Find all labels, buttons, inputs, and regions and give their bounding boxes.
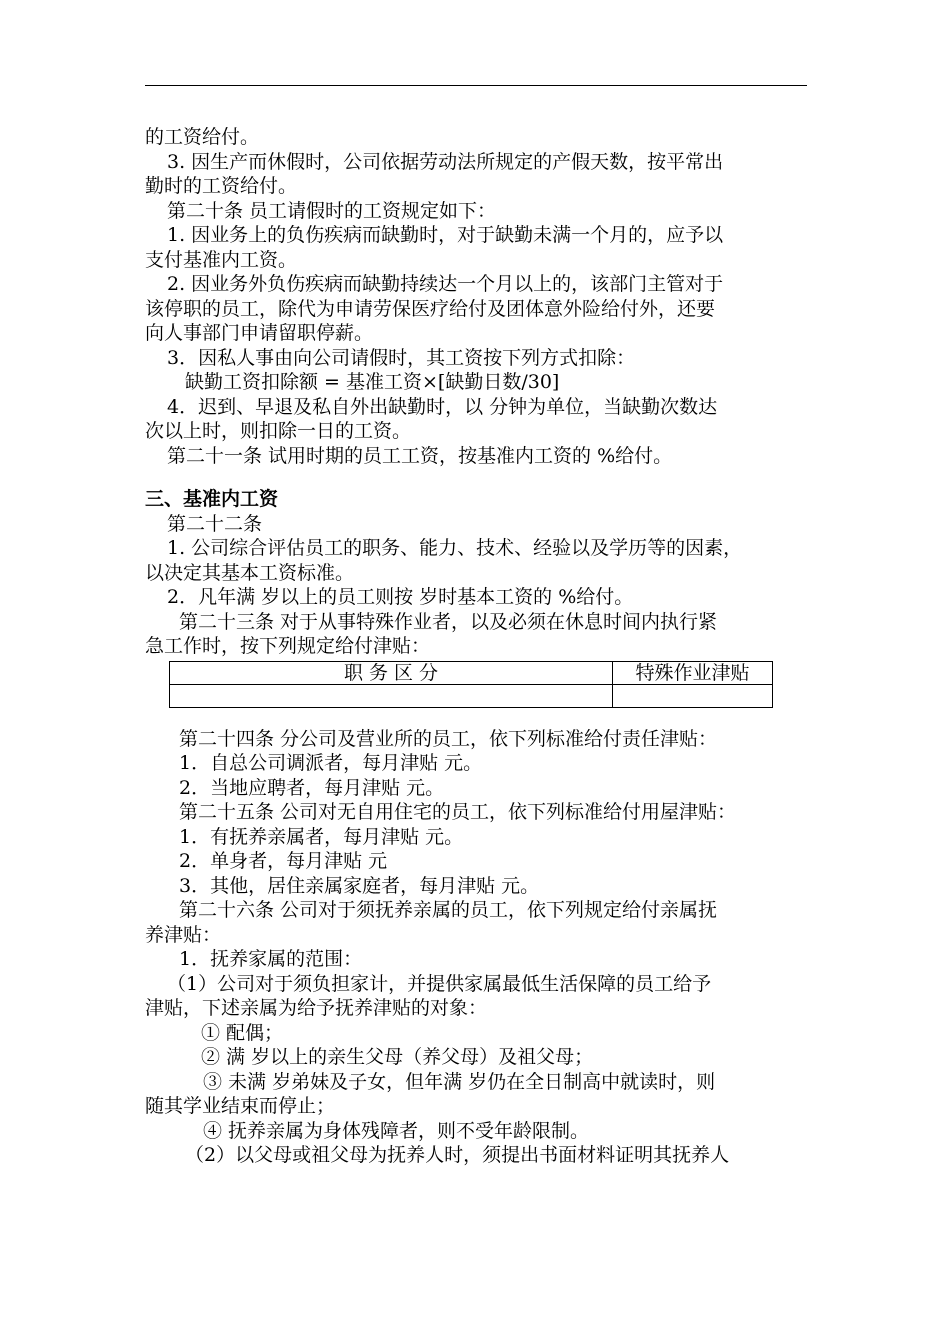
paragraph-line: 以决定其基本工资标准。 [145, 561, 355, 584]
table-cell [613, 684, 773, 707]
article-23: 第二十三条 对于从事特殊作业者，以及必须在休息时间内执行紧 [179, 610, 718, 633]
paragraph-line: 2．单身者，每月津贴 元 [179, 850, 388, 872]
paragraph-line: 次以上时，则扣除一日的工资。 [145, 420, 412, 442]
article-20: 第二十条 员工请假时的工资规定如下： [167, 199, 497, 222]
paragraph-line: 3. 因生产而休假时，公司依据劳动法所规定的产假天数，按平常出 [167, 150, 724, 173]
article-26: 第二十六条 公司对于须抚养亲属的员工，依下列规定给付亲属抚 [179, 899, 718, 921]
paragraph-line: （1）公司对于须负担家计，并提供家属最低生活保障的员工给予 [167, 972, 712, 995]
paragraph-line: 该停职的员工，除代为申请劳保医疗给付及团体意外险给付外，还要 [145, 297, 716, 320]
paragraph-line: 勤时的工资给付。 [145, 175, 298, 197]
paragraph-line: 急工作时，按下列规定给付津贴： [145, 635, 431, 657]
allowance-table-wrap [145, 661, 817, 708]
list-item: ③ 未满 岁弟妹及子女，但年满 岁仍在全日制高中就读时，则 [203, 1070, 716, 1093]
section-heading: 三、基准内工资 [145, 488, 279, 510]
paragraph-line: 养津贴： [145, 923, 222, 946]
table-header-cell: 特殊作业津贴 [613, 661, 773, 684]
paragraph-line: 1．抚养家属的范围： [179, 948, 363, 970]
formula-line: 缺勤工资扣除额 = 基准工资×[缺勤日数/30] [185, 371, 560, 393]
table-header-cell: 职 务 区 分 [170, 661, 613, 684]
paragraph-line: 4．迟到、早退及私自外出缺勤时，以 分钟为单位，当缺勤次数达 [167, 395, 718, 418]
paragraph-line: 支付基准内工资。 [145, 248, 298, 271]
paragraph-line: 1. 公司综合评估员工的职务、能力、技术、经验以及学历等的因素， [167, 537, 743, 559]
paragraph-line: 1．有抚养亲属者，每月津贴 元。 [179, 825, 464, 848]
paragraph-line: （2）以父母或祖父母为抚养人时，须提出书面材料证明其抚养人 [185, 1144, 730, 1166]
spacer [145, 708, 817, 727]
paragraph-line: 3．其他，居住亲属家庭者，每月津贴 元。 [179, 874, 540, 897]
allowance-table [169, 661, 773, 708]
paragraph-line: 的工资给付。 [145, 126, 260, 148]
table-cell [170, 684, 613, 707]
paragraph-line: 津贴，下述亲属为给予抚养津贴的对象： [145, 997, 488, 1019]
list-item: ② 满 岁以上的亲生父母（养父母）及祖父母； [201, 1046, 594, 1068]
table-header-row [170, 661, 773, 684]
list-item: ④ 抚养亲属为身体残障者，则不受年龄限制。 [203, 1119, 590, 1142]
paragraph-line: 2. 因业务外负伤疾病而缺勤持续达一个月以上的，该部门主管对于 [167, 273, 724, 295]
paragraph-line: 1．自总公司调派者，每月津贴 元。 [179, 752, 483, 774]
paragraph-line: 向人事部门申请留职停薪。 [145, 322, 374, 344]
paragraph-line: 3．因私人事由向公司请假时，其工资按下列方式扣除： [167, 346, 636, 369]
paragraph-line: 2．凡年满 岁以上的员工则按 岁时基本工资的 %给付。 [167, 586, 634, 608]
paragraph-line: 随其学业结束而停止； [145, 1095, 336, 1117]
table-row [170, 684, 773, 707]
list-item: ① 配偶； [201, 1021, 284, 1044]
document-body [145, 125, 817, 1168]
article-24: 第二十四条 分公司及营业所的员工，依下列标准给付责任津贴： [179, 727, 718, 750]
article-21: 第二十一条 试用时期的员工工资，按基准内工资的 %给付。 [167, 444, 673, 467]
article-25: 第二十五条 公司对无自用住宅的员工，依下列标准给付用屋津贴： [179, 801, 737, 823]
paragraph-line: 1. 因业务上的负伤疾病而缺勤时，对于缺勤未满一个月的，应予以 [167, 224, 724, 246]
article-22: 第二十二条 [167, 512, 263, 535]
paragraph-line: 2．当地应聘者，每月津贴 元。 [179, 776, 445, 799]
header-rule [145, 85, 807, 86]
